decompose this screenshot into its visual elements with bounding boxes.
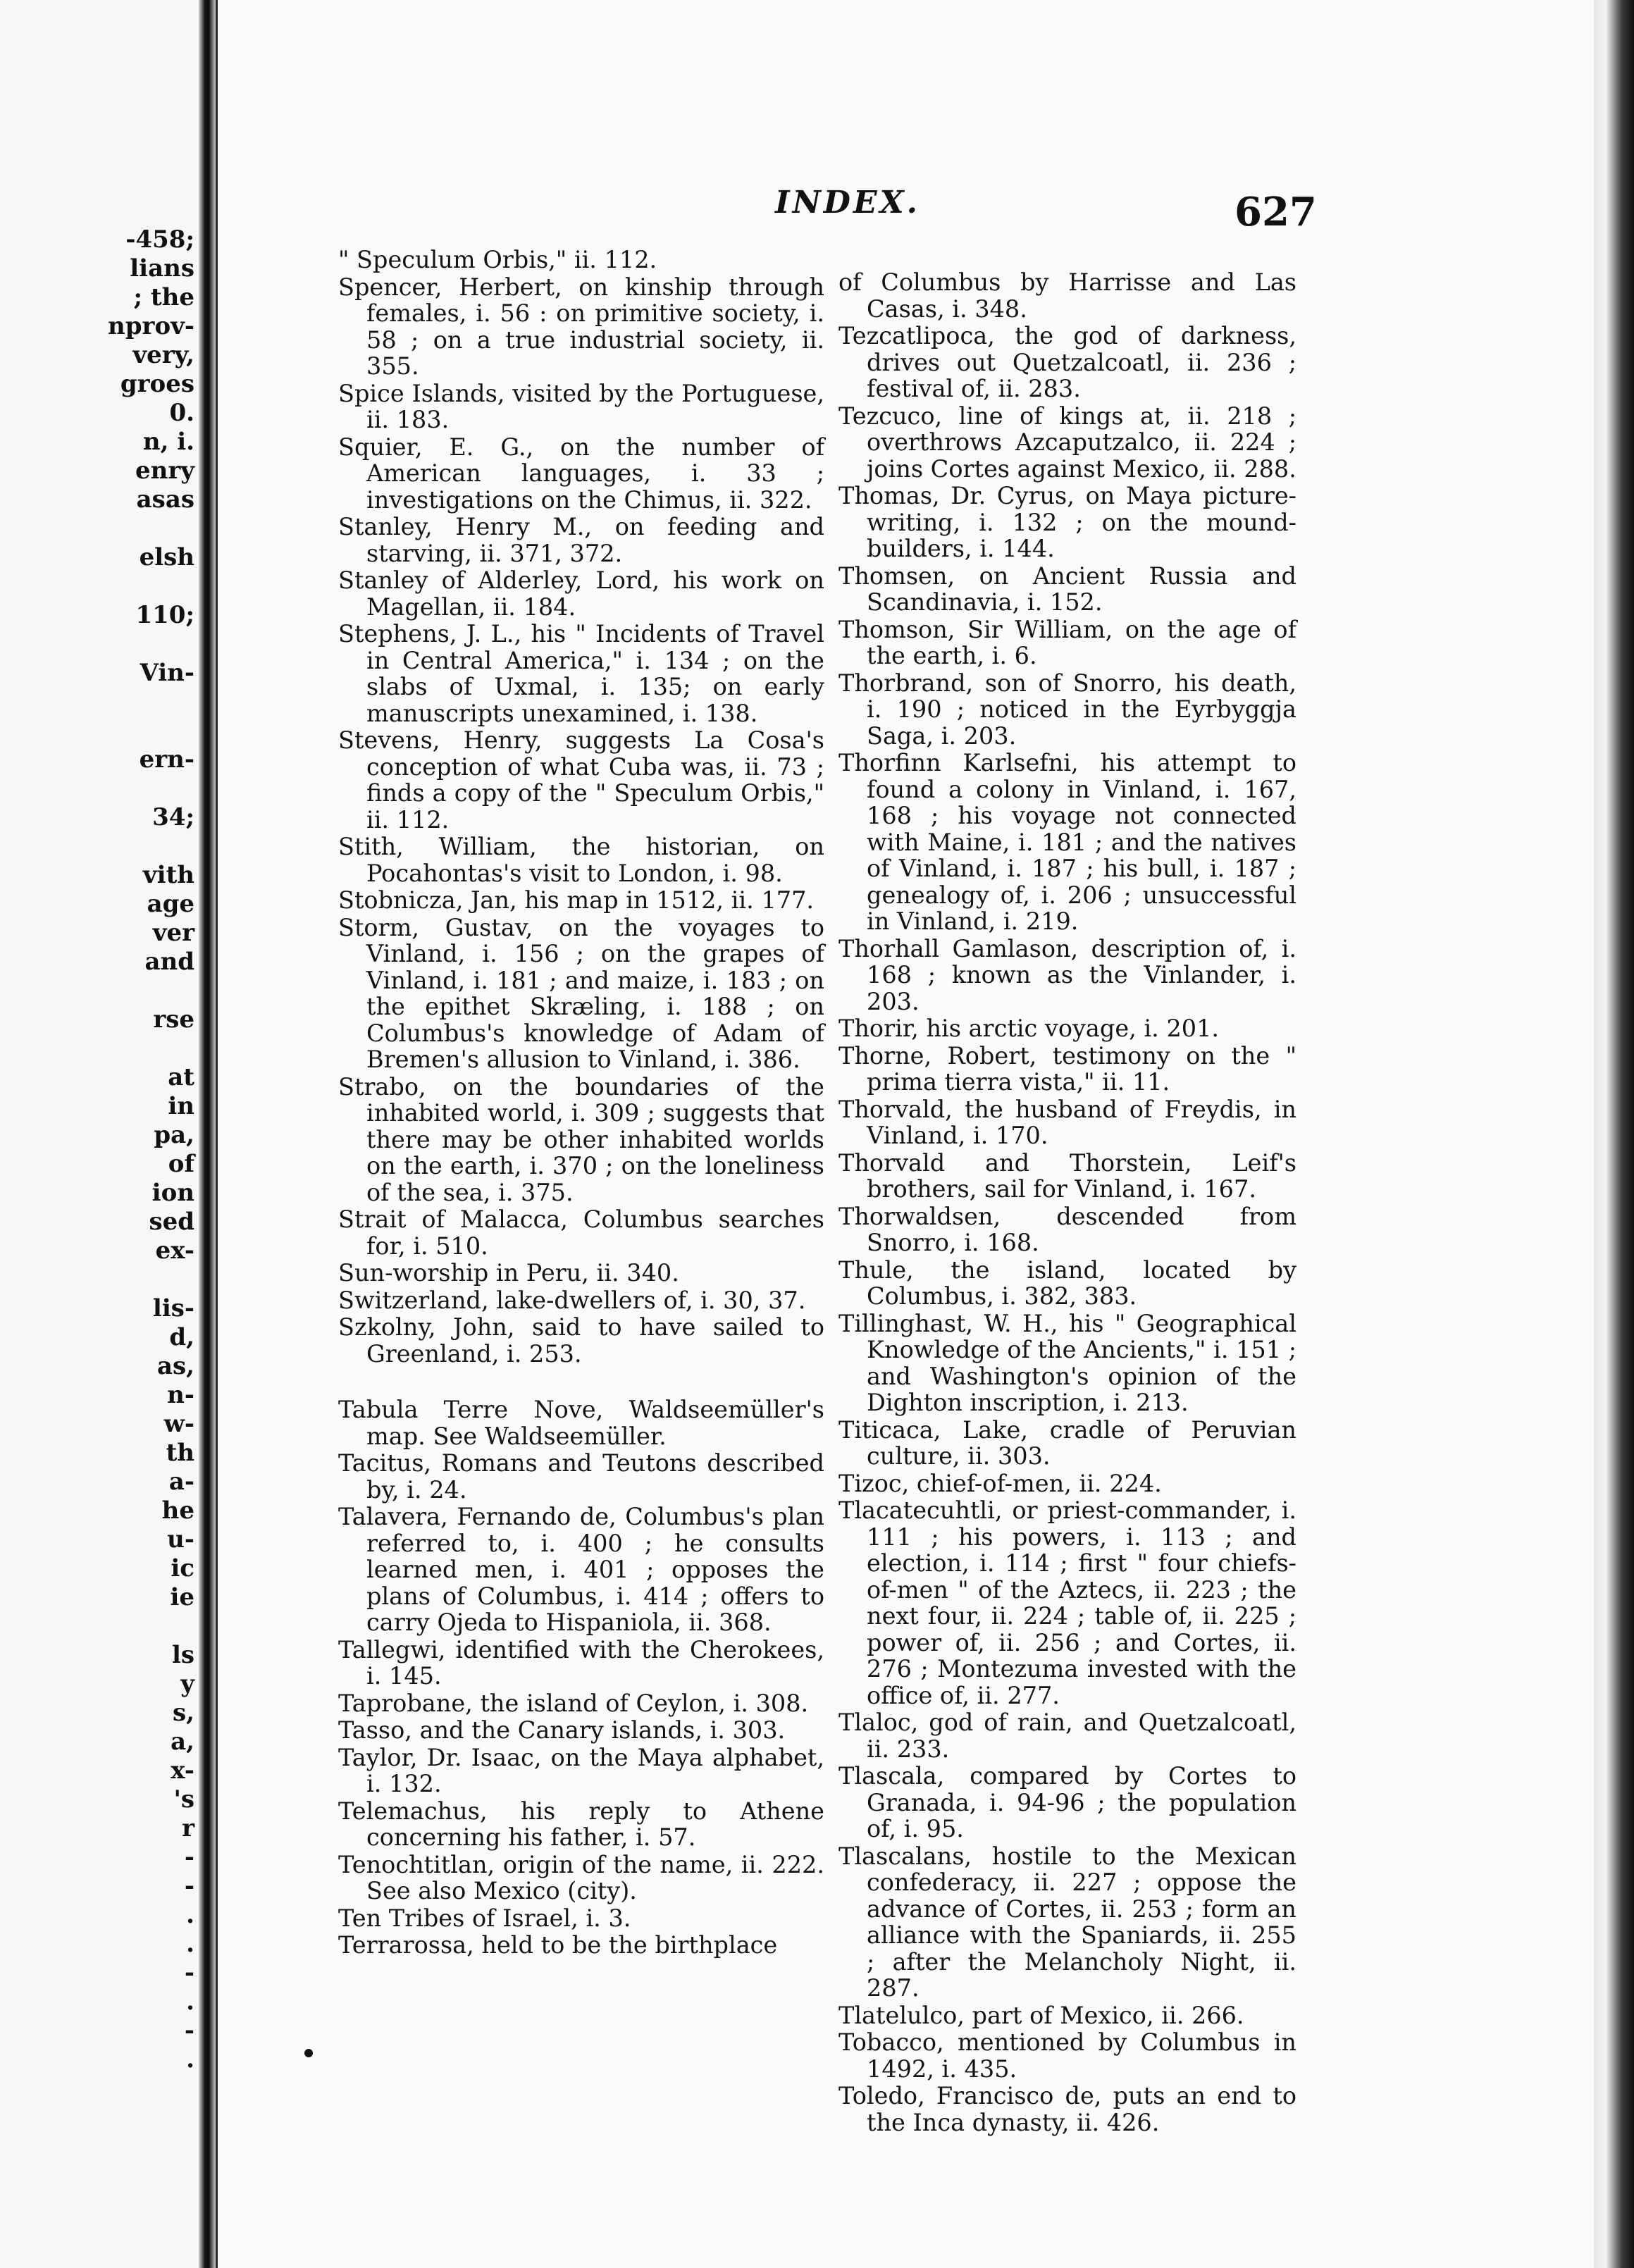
previous-page-fragment: very,	[132, 341, 194, 369]
previous-page-fragment: lians	[130, 254, 194, 283]
index-entry: Thomas, Dr. Cyrus, on Maya picture-writing, i. 132 ; on the mound-builders, i. 144.	[838, 482, 1296, 562]
index-entry: Tillinghast, W. H., his " Geographical Knowledge of the Ancients," i. 151 ; and Washington's opinion of the Dighton inscription, i. 213.	[838, 1309, 1296, 1416]
index-entry: Thorvald and Thorstein, Leif's brothers, sail for Vinland, i. 167.	[838, 1148, 1296, 1203]
previous-page-edge	[0, 0, 199, 2268]
previous-page-fragment: ; the	[133, 283, 194, 311]
previous-page-fragment: r	[182, 1814, 194, 1842]
previous-page-fragment: a-	[168, 1468, 194, 1496]
index-entry: Thorvald, the husband of Freydis, in Vinland, i. 170.	[838, 1095, 1296, 1149]
index-entry: Tabula Terre Nove, Waldseemüller's map. See Waldseemüller.	[338, 1396, 824, 1450]
previous-page-fragment: enry	[135, 457, 194, 485]
previous-page-fragment: elsh	[139, 543, 194, 571]
index-entry: Titicaca, Lake, cradle of Peruvian culture, ii. 303.	[838, 1415, 1296, 1470]
previous-page-fragment: rse	[153, 1005, 194, 1034]
previous-page-fragment: nprov-	[108, 312, 194, 340]
previous-page-fragment: vith	[142, 861, 194, 889]
index-entry: Thorne, Robert, testimony on the " prima tierra vista," ii. 11.	[838, 1041, 1296, 1096]
index-entry: Stobnicza, Jan, his map in 1512, ii. 177.	[338, 886, 815, 914]
index-entry: Spice Islands, visited by the Portuguese, ii. 183.	[338, 379, 824, 433]
index-entry: Thorfinn Karlsefni, his attempt to found a colony in Vinland, i. 167, 168 ; his voyage not connected with Maine, i. 181 ; and the natives of Vinland, i. 187 ; his bull, i. 187 ; genealogy of, i. 206 ; unsuccessful in Vinland, i. 219.	[838, 749, 1296, 935]
index-column-left	[338, 247, 824, 1959]
book-gutter	[199, 0, 216, 2268]
previous-page-fragment: .	[186, 1930, 194, 1958]
index-entry: Thule, the island, located by Columbus, i. 382, 383.	[838, 1256, 1296, 1310]
previous-page-fragment: x-	[171, 1756, 194, 1785]
previous-page-fragment: -	[184, 1959, 194, 1987]
index-entry: Stanley of Alderley, Lord, his work on Magellan, ii. 184.	[338, 566, 824, 621]
index-entry: Sun-worship in Peru, ii. 340.	[338, 1259, 679, 1287]
page-number: 627	[1234, 189, 1317, 235]
previous-page-fragment: 0.	[169, 399, 194, 427]
index-entry: Tlascala, compared by Cortes to Granada, i. 94-96 ; the population of, i. 95.	[838, 1762, 1296, 1842]
index-entry: Squier, E. G., on the number of American languages, i. 33 ; investigations on the Chimus, ii. 322.	[338, 433, 824, 514]
previous-page-fragment: ex-	[155, 1237, 194, 1265]
index-entry: Taylor, Dr. Isaac, on the Maya alphabet, i. 132.	[338, 1743, 824, 1797]
previous-page-fragment: n-	[167, 1381, 194, 1409]
previous-page-fragment: s,	[173, 1699, 194, 1727]
previous-page-fragment: ie	[170, 1583, 194, 1611]
index-entry: Stevens, Henry, suggests La Cosa's conception of what Cuba was, ii. 73 ; finds a copy of the " Speculum Orbis," ii. 112.	[338, 726, 824, 834]
index-entry: Stephens, J. L., his " Incidents of Travel in Central America," i. 134 ; on the slabs of Uxmal, i. 135; on early manuscripts unexamined, i. 138.	[338, 620, 824, 727]
previous-page-fragment: u-	[167, 1525, 194, 1554]
previous-page-fragment: Vin-	[140, 659, 194, 687]
running-head: INDEX.	[775, 185, 920, 221]
index-entry: Strabo, on the boundaries of the inhabited world, i. 309 ; suggests that there may be other inhabited worlds on the earth, i. 370 ; on the loneliness of the sea, i. 375.	[338, 1072, 824, 1206]
index-entry: Spencer, Herbert, on kinship through females, i. 56 : on primitive society, i. 58 ; on a true industrial society, ii. 355.	[338, 273, 824, 380]
ink-speck	[304, 2049, 313, 2057]
index-entry: Telemachus, his reply to Athene concerning his father, i. 57.	[338, 1797, 824, 1851]
previous-page-fragment: -	[184, 1843, 194, 1871]
previous-page-fragment: n, i.	[142, 428, 194, 456]
index-entry: Taprobane, the island of Ceylon, i. 308.	[338, 1689, 809, 1717]
previous-page-fragment: y	[180, 1670, 194, 1698]
index-entry: Toledo, Francisco de, puts an end to the Inca dynasty, ii. 426.	[838, 2082, 1296, 2136]
index-entry: Stith, William, the historian, on Pocahontas's visit to London, i. 98.	[338, 833, 824, 887]
previous-page-fragment: as,	[156, 1352, 194, 1380]
previous-page-fragment: asas	[136, 485, 194, 514]
previous-page-fragment: .	[186, 2045, 194, 2074]
index-entry: Thomson, Sir William, on the age of the earth, i. 6.	[838, 615, 1296, 669]
index-entry: of Columbus by Harrisse and Las Casas, i. 348.	[838, 268, 1296, 323]
previous-page-fragment: .	[186, 1901, 194, 1929]
index-entry: Tobacco, mentioned by Columbus in 1492, i. 435.	[838, 2028, 1296, 2083]
index-entry: " Speculum Orbis," ii. 112.	[338, 246, 657, 273]
index-column-right	[838, 269, 1296, 2136]
index-entry: Tizoc, chief-of-men, ii. 224.	[838, 1469, 1162, 1497]
previous-page-fragment: d,	[169, 1323, 194, 1351]
index-entry: Ten Tribes of Israel, i. 3.	[338, 1904, 631, 1932]
index-entry: Terrarossa, held to be the birthplace	[338, 1931, 778, 1959]
index-entry: Strait of Malacca, Columbus searches for, i. 510.	[338, 1206, 824, 1260]
previous-page-fragment: ls	[171, 1641, 194, 1669]
previous-page-fragment: ion	[151, 1179, 194, 1207]
previous-page-fragment: 's	[173, 1785, 194, 1814]
previous-page-fragment: age	[147, 890, 194, 918]
previous-page-fragment: -	[184, 1872, 194, 1900]
previous-page-fragment: at	[168, 1063, 194, 1091]
previous-page-fragment: sed	[149, 1208, 194, 1236]
previous-page-fragment: -458;	[125, 225, 194, 254]
index-entry: Storm, Gustav, on the voyages to Vinland, i. 156 ; on the grapes of Vinland, i. 181 ; and maize, i. 183 ; on the epithet Skræling, i. 188 ; on Columbus's knowledge of Adam of Bremen's allusion to Vinland, i. 386.	[338, 913, 824, 1073]
index-entry: Talavera, Fernando de, Columbus's plan referred to, i. 400 ; he consults learned men, i. 401 ; opposes the plans of Columbus, i. 414 ; offers to carry Ojeda to Hispaniola, ii. 368.	[338, 1503, 824, 1636]
previous-page-fragment: .	[186, 1988, 194, 2016]
previous-page-fragment: w-	[163, 1410, 194, 1438]
previous-page-fragment: in	[168, 1092, 194, 1120]
previous-page-fragment: lis-	[152, 1294, 194, 1322]
index-entry: Tlascalans, hostile to the Mexican confederacy, ii. 227 ; oppose the advance of Cortes, ii. 253 ; form an alliance with the Spaniards, ii. 255 ; after the Melancholy Night, ii. 287.	[838, 1842, 1296, 2002]
previous-page-fragment: pa,	[154, 1121, 194, 1149]
previous-page-fragment: th	[166, 1439, 194, 1467]
previous-page-fragment: he	[161, 1496, 194, 1525]
index-entry: Thomsen, on Ancient Russia and Scandinavia, i. 152.	[838, 562, 1296, 616]
index-entry: Tacitus, Romans and Teutons described by, i. 24.	[338, 1449, 824, 1504]
previous-page-fragment: of	[168, 1150, 194, 1178]
index-entry: Switzerland, lake-dwellers of, i. 30, 37.	[338, 1286, 806, 1314]
previous-page-fragment: ern-	[139, 745, 194, 774]
index-entry: Tenochtitlan, origin of the name, ii. 222. See also Mexico (city).	[338, 1850, 824, 1904]
previous-page-fragment: ver	[152, 919, 194, 947]
index-entry: Thorir, his arctic voyage, i. 201.	[838, 1015, 1220, 1042]
page-fore-edge	[1594, 0, 1634, 2268]
previous-page-fragment: 110;	[135, 601, 194, 629]
index-entry: Thorwaldsen, descended from Snorro, i. 168.	[838, 1202, 1296, 1256]
index-entry: Szkolny, John, said to have sailed to Greenland, i. 253.	[338, 1313, 824, 1368]
index-entry: Stanley, Henry M., on feeding and starving, ii. 371, 372.	[338, 513, 824, 567]
previous-page-fragment: groes	[120, 370, 194, 398]
previous-page-fragment: ic	[171, 1554, 194, 1582]
index-entry: Tasso, and the Canary islands, i. 303.	[338, 1716, 786, 1744]
index-entry: Tezcuco, line of kings at, ii. 218 ; overthrows Azcaputzalco, ii. 224 ; joins Cortes against Mexico, ii. 288.	[838, 402, 1296, 483]
previous-page-fragment: 34;	[152, 803, 194, 831]
index-entry: Tallegwi, identified with the Cherokees, i. 145.	[338, 1635, 824, 1690]
index-entry: Tlacatecuhtli, or priest-commander, i. 111 ; his powers, i. 113 ; and election, i. 114 ; first " four chiefs-of-men " of the Aztecs, ii. 223 ; the next four, ii. 224 ; table of, ii. 225 ; power of, ii. 256 ; and Cortes, ii. 276 ; Montezuma invested with the office of, ii. 277.	[838, 1496, 1296, 1709]
previous-page-fragment: and	[144, 948, 194, 976]
index-entry: Thorbrand, son of Snorro, his death, i. 190 ; noticed in the Eyrbyggja Saga, i. 203.	[838, 669, 1296, 750]
index-entry: Tlatelulco, part of Mexico, ii. 266.	[838, 2001, 1244, 2029]
index-entry: Tezcatlipoca, the god of darkness, drives out Quetzalcoatl, ii. 236 ; festival of, ii. 283.	[838, 322, 1296, 402]
previous-page-fragment: -	[184, 2016, 194, 2045]
previous-page-fragment: a,	[171, 1728, 194, 1756]
index-entry: Tlaloc, god of rain, and Quetzalcoatl, ii. 233.	[838, 1709, 1296, 1763]
index-entry: Thorhall Gamlason, description of, i. 168 ; known as the Vinlander, i. 203.	[838, 934, 1296, 1015]
